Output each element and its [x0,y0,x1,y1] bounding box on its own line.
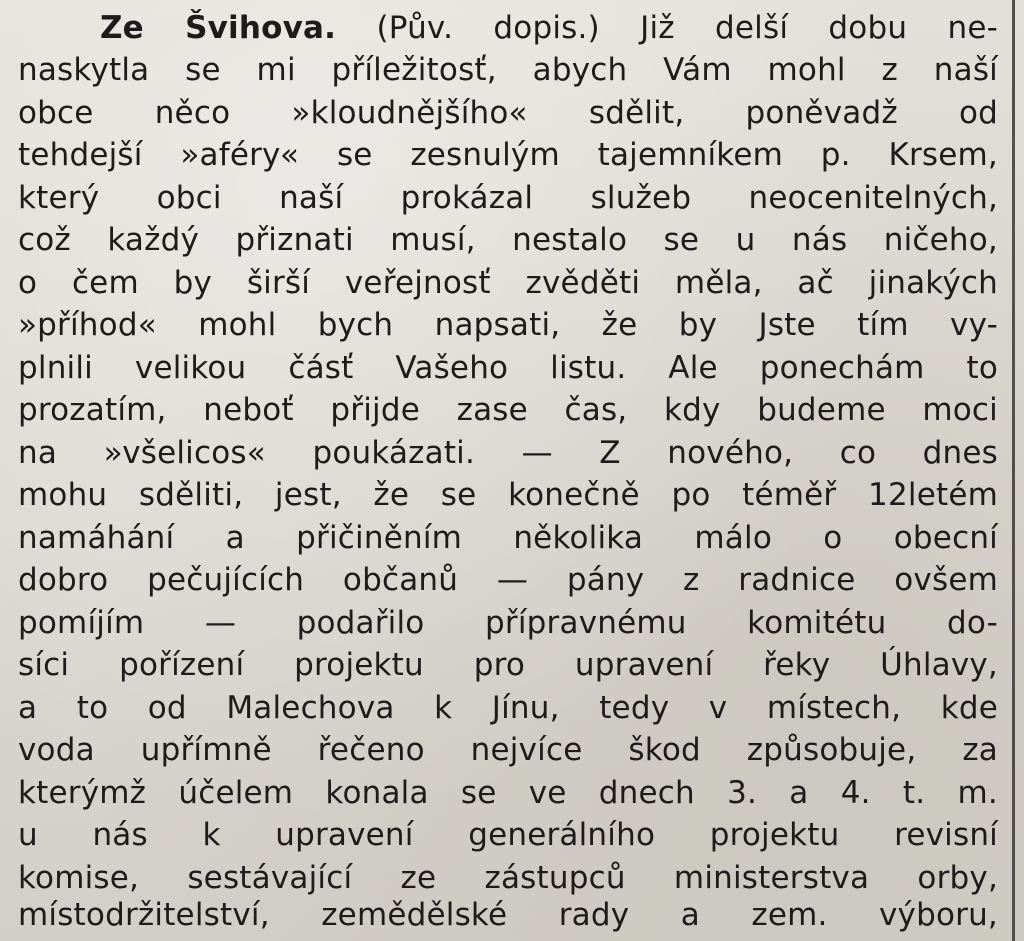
article-line: u nás k upravení generálního projektu revisní [18,817,998,853]
article-line: místodržitelství, zemědělské rady a zem. výboru, [18,897,998,933]
article-line: namáhání a přičiněním několika málo o obecní [18,520,998,556]
article-line: a to od Malechova k Jínu, tedy v místech, kde [18,690,998,726]
article-line: obce něco »kloudnějšího« sdělit, poněvadž od [18,95,998,131]
article-line: »příhod« mohl bych napsati, že by Jste tím vy- [18,307,998,343]
article-line: komise, sestávající ze zástupců ministerstva orby, [18,860,998,896]
article-line: síci pořízení projektu pro upravení řeky Úhlavy, [18,647,998,683]
article-line: kterýmž účelem konala se ve dnech 3. a 4. t. m. [18,775,998,811]
article-line: dobro pečujících občanů — pány z radnice ovšem [18,562,998,598]
article-line: o čem by širší veřejnosť zvěděti měla, ač jinakých [18,265,998,301]
article-line: což každý přiznati musí, nestalo se u nás ničeho, [18,222,998,258]
column-rule [1012,0,1015,941]
article-line: který obci naší prokázal služeb neocenitelných, [18,180,998,216]
article-line: prozatím, neboť přijde zase čas, kdy budeme moci [18,392,998,428]
article-line: tehdejší »aféry« se zesnulým tajemníkem p. Krsem, [18,137,998,173]
article-line: plnili velikou čásť Vašeho listu. Ale ponechám to [18,350,998,386]
article-line: na »všelicos« poukázati. — Z nového, co dnes [18,435,998,471]
article-line: naskytla se mi příležitosť, abych Vám mohl z naší [18,52,998,88]
article-line: pomíjím — podařilo přípravnému komitétu do- [18,605,998,641]
article-line: mohu sděliti, jest, že se konečně po téměř 12letém [18,477,998,513]
article-first-line [100,6,998,50]
article-line: voda upřímně řečeno nejvíce škod způsobuje, za [18,732,998,768]
article-first-line-text: (Pův. dopis.) Již delší dobu ne- [376,10,998,46]
article-heading: Ze Švihova. [100,10,337,46]
